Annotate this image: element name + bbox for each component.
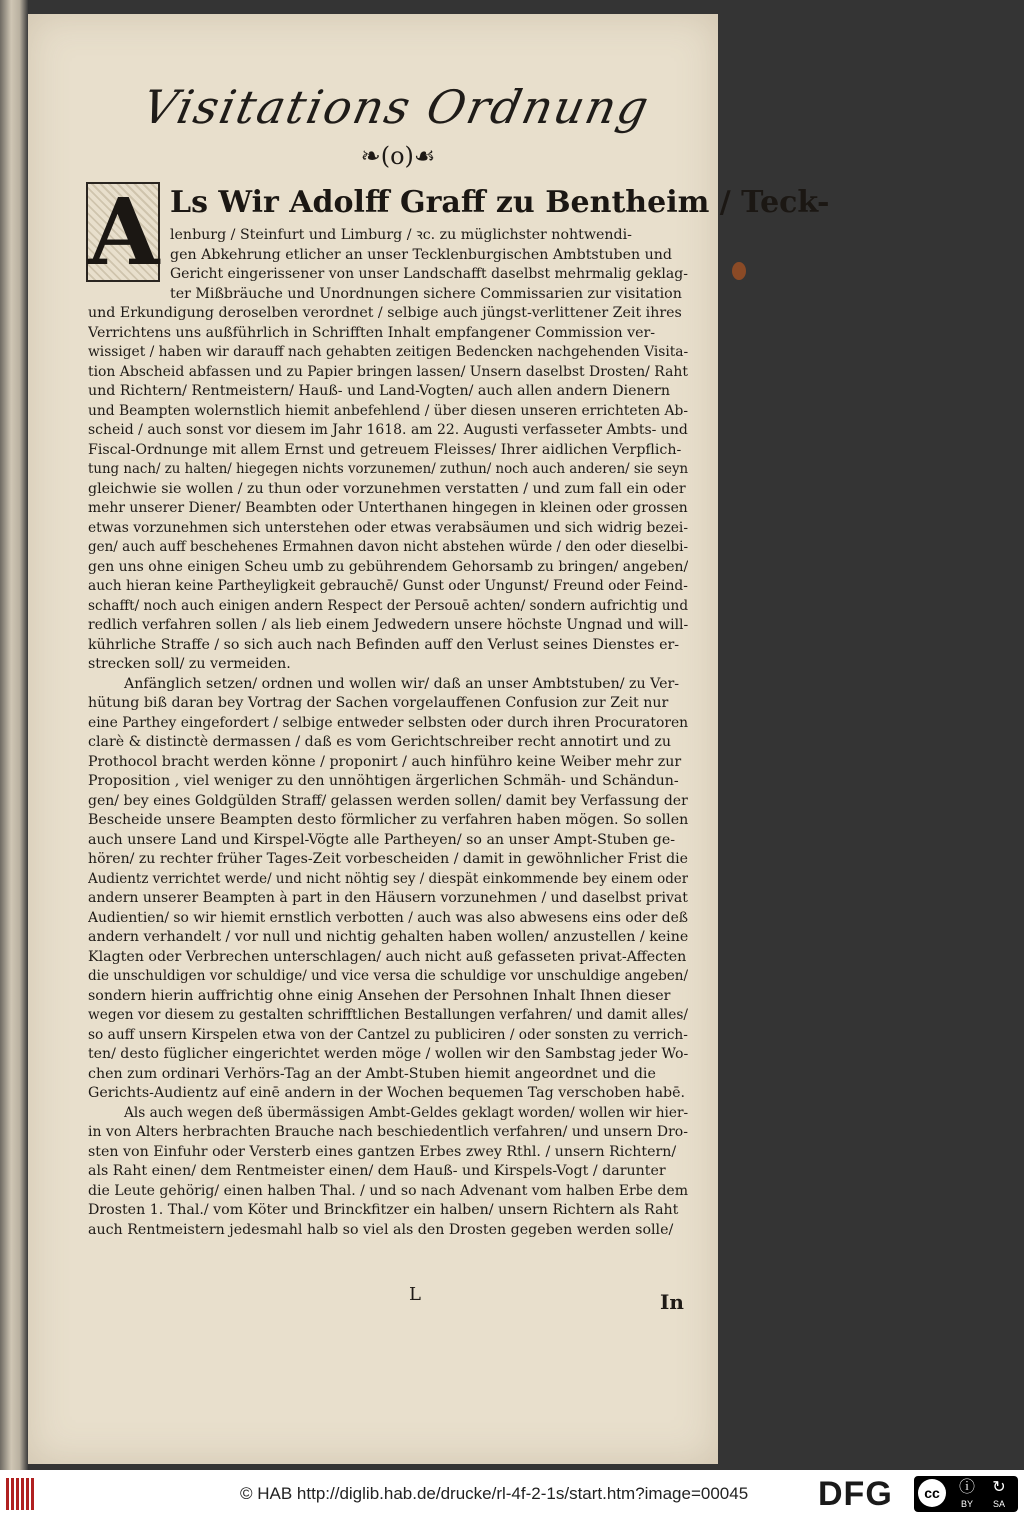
text-line: mehr unserer Diener/ Beambten oder Unterthanen hingegen in kleinen oder grossen [88, 500, 688, 516]
text-line: strecken soll/ zu vermeiden. [88, 656, 291, 672]
text-line: redlich verfahren sollen / als lieb einem Jedwedern unsere höchste Ungnad und will- [88, 617, 688, 633]
text-line: scheid / auch sonst vor diesem im Jahr 1618. am 22. Augusti verfasseter Ambts- und [88, 422, 688, 438]
by-label: BY [960, 1499, 973, 1509]
text-line: Audientz verrichtet werde/ und nicht nöhtig sey / diespät einkommende bey einem oder [88, 870, 688, 887]
text-line: eine Parthey eingefordert / selbige entweder selbsten oder durch ihren Procuratoren [88, 714, 688, 731]
text-line: Als auch wegen deß übermässigen Ambt-Geldes geklagt worden/ wollen wir hier- [124, 1104, 688, 1121]
text-line: hören/ zu rechter früher Tages-Zeit vorbescheiden / damit in gewöhnlicher Frist die [88, 851, 688, 867]
text-line: etwas vorzunehmen sich unterstehen oder etwas verabsäumen und sich widrig bezei- [88, 519, 688, 536]
library-logo-icon [6, 1478, 36, 1510]
text-line: gen/ bey eines Goldgülden Straff/ gelassen werden sollen/ damit bey Verfassung der [88, 792, 688, 809]
text-line: Gerichts-Audientz auf einē andern in der Wochen bequemen Tag verschoben habē. [88, 1085, 686, 1101]
sa-label: SA [992, 1499, 1005, 1509]
text-line: wegen vor diesem zu gestalten schrifftlichen Bestallungen verfahren/ und damit alles/ [88, 1007, 688, 1023]
text-line: schafft/ noch auch einigen andern Respect der Persouē achten/ sondern aufrichtig und [88, 597, 688, 614]
text-line: Anfänglich setzen/ ordnen und wollen wir/ daß an unser Ambtstuben/ zu Ver- [124, 675, 680, 692]
text-line: Proposition , viel weniger zu den unnöhtigen ärgerlichen Schmäh- und Schändun- [88, 773, 679, 789]
text-line: Klagten oder Verbrechen unterschlagen/ auch nicht auß gefasseten privat-Affecten [88, 948, 687, 965]
text-line: Drosten 1. Thal./ vom Köter und Brinckfitzer ein halben/ unsern Richtern als Raht [88, 1202, 679, 1218]
text-line: die Leute gehörig/ einen halben Thal. / und so nach Advenant vom halben Erbe dem [88, 1182, 688, 1199]
ink-stain [732, 262, 746, 280]
text-line: auch hieran keine Partheyligkeit gebrauchē/ Gunst oder Ungunst/ Freund oder Feind- [88, 578, 688, 594]
cc-license-badge[interactable] [914, 1476, 1018, 1512]
text-line: und Beampten wolernstlich hiemit anbefehlend / über diesen unseren errichteten Ab- [88, 402, 688, 419]
text-line: auch Rentmeistern jedesmahl halb so viel als den Drosten gegeben werden solle/ [88, 1221, 674, 1238]
text-line: Prothocol bracht werden könne / proponirt / auch hinführo keine Weiber mehr zur [88, 753, 682, 770]
text-line: Gericht eingerissener von unser Landschafft daselbst mehrmalig geklag- [170, 266, 688, 282]
handwritten-note: Visitations Ordnung [137, 80, 656, 134]
text-line: und Erkundigung deroselben verordnet / selbige auch jüngst-verlittener Zeit ihres [88, 305, 682, 321]
text-line: wissiget / haben wir darauff nach gehabten zeitigen Bedencken nachgehenden Visita- [88, 344, 688, 360]
catchword: In [660, 1290, 684, 1314]
text-line: so auff unsern Kirspelen etwa von der Cantzel zu publiciren / oder sonsten zu verrich- [88, 1026, 688, 1043]
heading-line: Ls Wir Adolff Graff zu Bentheim / Teck- [170, 185, 830, 220]
text-line: ter Mißbräuche und Unordnungen sichere Commissarien zur visitation [170, 285, 682, 302]
text-line: andern verhandelt / vor null und nichtig gehalten haben wollen/ anzustellen / keine [88, 929, 688, 945]
text-line: tion Abscheid abfassen und zu Papier bringen lassen/ Unsern daselbst Drosten/ Raht [88, 363, 688, 380]
text-line: hütung biß daran bey Vortrag der Sachen vorgelauffenen Confusion zur Zeit nur [88, 695, 669, 711]
text-line: Fiscal-Ordnunge mit allem Ernst und getreuem Fleisses/ Ihrer aidlichen Verpflich- [88, 441, 682, 458]
sa-icon: ↻ [992, 1479, 1006, 1496]
text-line: gen Abkehrung etlicher an unser Tecklenburgischen Ambtstuben und [170, 246, 673, 263]
text-line: kührliche Straffe / so sich auch nach Befinden auff den Verlust seines Dienstes er- [88, 636, 680, 653]
text-line: gen/ auch auff beschehenes Ermahnen davon nicht abstehen würde / den oder dieselbi- [88, 539, 688, 555]
text-line: auch unsere Land und Kirspel-Vögte alle Partheyen/ so an unser Ampt-Stuben ge- [88, 831, 676, 848]
text-line: clarè & distinctè dermassen / daß es vom Gerichtschreiber recht annotirt und zu [88, 734, 672, 750]
drop-cap: A [88, 178, 160, 286]
dfg-logo: DFG [818, 1475, 893, 1513]
attribution-link[interactable]: © HAB http://diglib.hab.de/drucke/rl-4f-2-1s/start.htm?image=00045 [240, 1484, 749, 1503]
text-line: die unschuldigen vor schuldige/ und vice versa die schuldige vor unschuldige angeben/ [88, 968, 688, 984]
signature-mark: L [409, 1284, 421, 1305]
text-line: gleichwie sie wollen / zu thun oder vorzunehmen verstatten / und zum fall ein oder [88, 480, 686, 497]
text-line: Audientien/ so wir hiemit ernstlich verbotten / auch was also abwesens eins oder deß [88, 909, 688, 926]
text-line: gen uns ohne einigen Scheu umb zu gebührendem Gehorsamb zu bringen/ angeben/ [88, 558, 688, 575]
ornament: ❧(o)☙ [360, 142, 436, 170]
text-line: chen zum ordinari Verhörs-Tag an der Ambt-Stuben hiemit angeordnet und die [88, 1065, 656, 1082]
text-line: lenburg / Steinfurt und Limburg / ꝛc. zu müglichster nohtwendi- [170, 227, 632, 243]
cc-icon: cc [918, 1479, 946, 1507]
text-line: Verrichtens uns außführlich in Schrifften Inhalt empfangener Commission ver- [88, 324, 656, 341]
text-line: und Richtern/ Rentmeistern/ Hauß- und Land-Vogten/ auch allen andern Dienern [88, 383, 670, 399]
text-line: Bescheide unsere Beampten desto förmlicher zu verfahren haben mögen. So sollen [88, 812, 688, 828]
body-text [88, 226, 688, 1240]
text-line: sten von Einfuhr oder Versterb eines gantzen Erbes zwey Rthl. / unsern Richtern/ [88, 1143, 677, 1160]
text-line: in von Alters herbrachten Brauche nach beschiedentlich verfahren/ und unsern Dro- [88, 1124, 688, 1140]
text-line: sondern hierin auffrichtig ohne einig Ansehen der Persohnen Inhalt Ihnen dieser [88, 987, 671, 1004]
footer-bar [0, 1470, 1024, 1518]
text-line: als Raht einen/ dem Rentmeister einen/ dem Hauß- und Kirspels-Vogt / darunter [88, 1163, 666, 1179]
previous-page-edge [0, 0, 28, 1470]
text-line: andern unserer Beampten à part in den Häusern vorzunehmen / und daselbst privat [88, 890, 688, 906]
by-icon: ⓘ [958, 1479, 975, 1496]
text-line: ten/ desto füglicher eingerichtet werden möge / wollen wir den Sambstag jeder Wo- [88, 1046, 688, 1062]
text-line: tung nach/ zu halten/ hiegegen nichts vorzunemen/ zuthun/ noch auch anderen/ sie seyn [88, 461, 688, 477]
